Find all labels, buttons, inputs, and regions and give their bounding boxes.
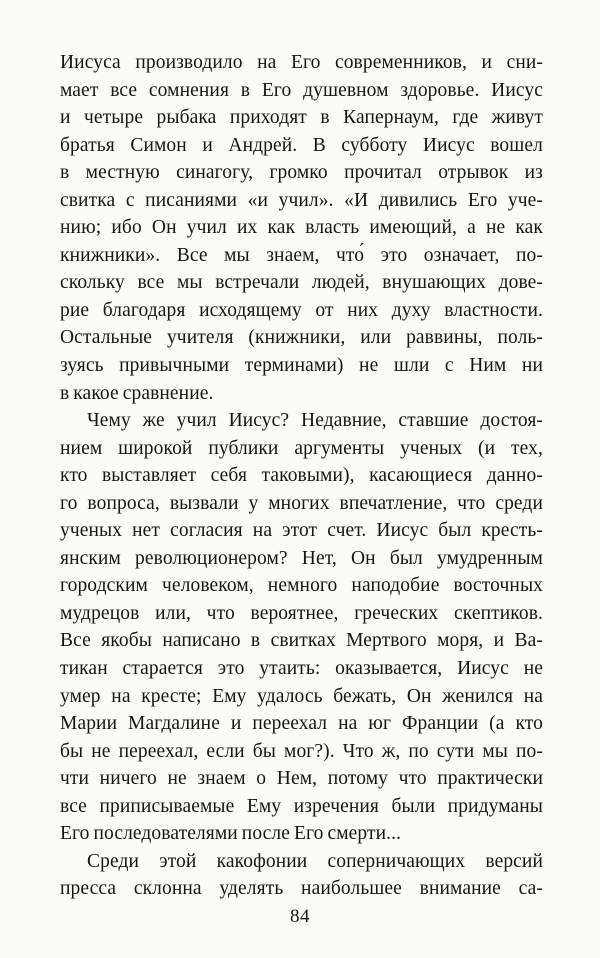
text-line: книжники». Все мы знаем, что́ это означает, по- xyxy=(60,244,543,266)
text-line: Среди этой какофонии соперничающих версий xyxy=(87,850,543,872)
text-line: янским революционером? Нет, Он был умудренным xyxy=(60,547,543,569)
body-text-column xyxy=(60,49,543,903)
text-line: все приписываемые Ему изречения были придуманы xyxy=(60,795,543,817)
text-line: городским человеком, немного наподобие восточных xyxy=(60,575,543,597)
text-line: Его последователями после Его смерти... xyxy=(60,823,402,845)
text-line: чти ничего не знаем о Нем, потому что практически xyxy=(60,768,543,790)
text-line: тикан старается это утаить: оказывается, Иисус не xyxy=(60,658,543,680)
text-line: Марии Магдалине и переехал на юг Франции (а кто xyxy=(60,713,543,735)
text-line: кто выставляет себя таковыми), касающиеся данно- xyxy=(60,465,543,487)
text-line: бы не переехал, если бы мог?). Что ж, по сути мы по- xyxy=(60,740,543,762)
text-line: го вопроса, вызвали у многих впечатление, что среди xyxy=(60,492,543,514)
text-line: умер на кресте; Ему удалось бежать, Он женился на xyxy=(60,685,543,707)
text-line: ученых нет согласия на этот счет. Иисус был кресть- xyxy=(60,520,543,542)
text-line: Иисуса производило на Его современников, и сни- xyxy=(60,52,543,73)
text-line: скольку все мы встречали людей, внушающих дове- xyxy=(60,272,543,294)
text-line: нием широкой публики аргументы ученых (и тех, xyxy=(60,437,543,459)
text-line: мудрецов или, что вероятнее, греческих скептиков. xyxy=(60,602,543,624)
text-line: мает все сомнения в Его душевном здоровье. Иисус xyxy=(60,79,543,101)
text-line: братья Симон и Андрей. В субботу Иисус вошел xyxy=(60,134,543,156)
text-line: Чему же учил Иисус? Недавние, ставшие достоя- xyxy=(87,410,543,432)
text-line: Остальные учителя (книжники, или раввины, поль- xyxy=(60,327,543,349)
text-line: в местную синагогу, громко прочитал отрывок из xyxy=(60,162,543,184)
text-line: рие благодаря исходящему от них духу властности. xyxy=(60,299,543,321)
text-line: нию; ибо Он учил их как власть имеющий, а не как xyxy=(60,217,543,239)
text-line: в какое сравнение. xyxy=(60,382,214,404)
text-line: зуясь привычными терминами) не шли с Ним ни xyxy=(60,355,543,377)
text-line: свитка с писаниями «и учил». «И дивились Его уче- xyxy=(60,189,543,211)
text-line: Все якобы написано в свитках Мертвого моря, и Ва- xyxy=(60,630,543,652)
text-line: пресса склонна уделять наибольшее внимание са- xyxy=(60,878,543,900)
text-line: и четыре рыбака приходят в Капернаум, где живут xyxy=(60,107,543,129)
page-number: 84 xyxy=(290,906,310,927)
